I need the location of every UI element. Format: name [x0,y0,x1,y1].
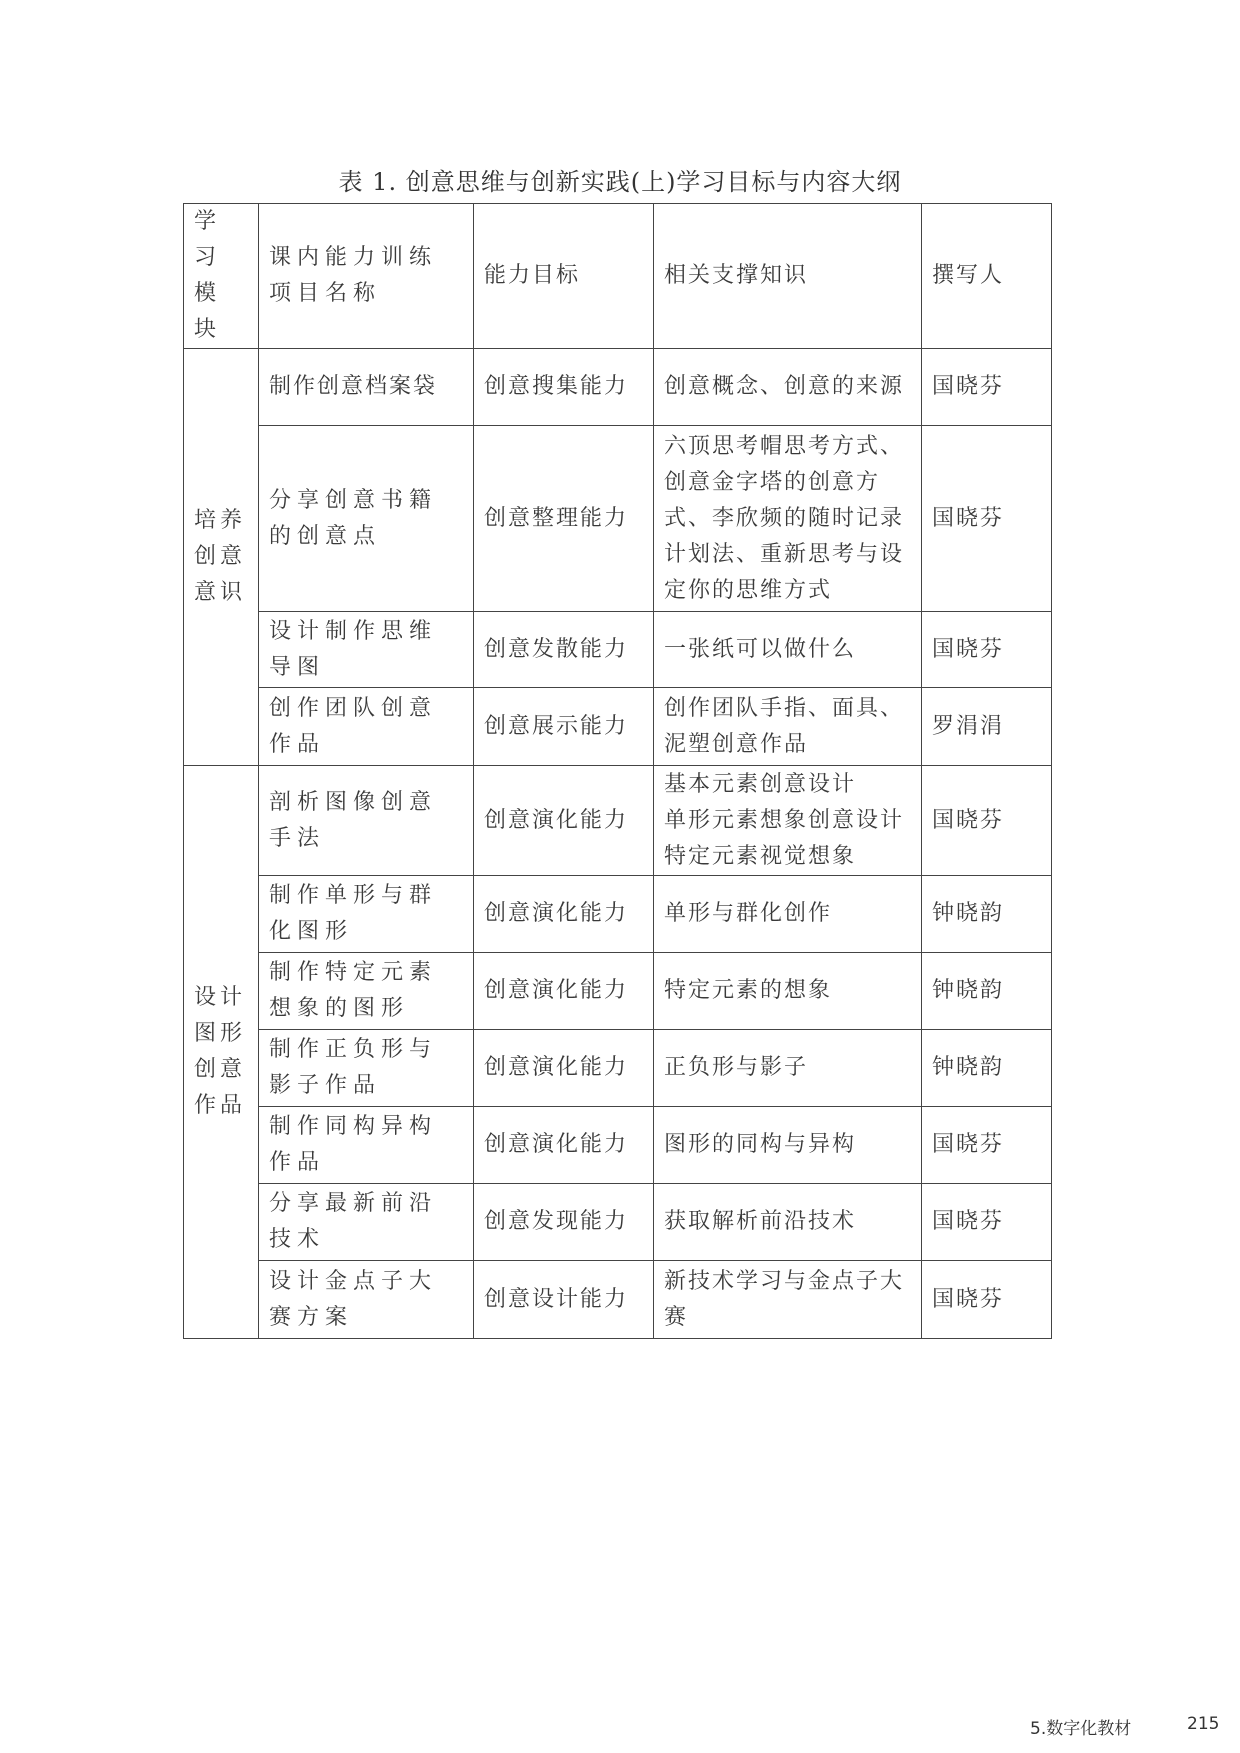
author-cell: 钟晓韵 [922,876,1052,953]
author-cell: 钟晓韵 [922,953,1052,1030]
project-cell: 剖析图像创意手法 [259,766,474,876]
ability-cell: 创意演化能力 [474,953,654,1030]
project-cell: 分享创意书籍的创意点 [259,426,474,612]
project-cell: 制作特定元素想象的图形 [259,953,474,1030]
project-cell: 分享最新前沿技术 [259,1184,474,1261]
header-module: 学习模块 [184,204,259,349]
ability-cell: 创意展示能力 [474,688,654,766]
table-row [184,1261,1052,1339]
knowledge-cell: 一张纸可以做什么 [654,612,922,688]
table-row [184,876,1052,953]
table-row [184,1107,1052,1184]
table-row [184,1030,1052,1107]
course-outline-table [183,203,1052,1339]
knowledge-cell: 创意概念、创意的来源 [654,349,922,426]
ability-cell: 创意演化能力 [474,1030,654,1107]
ability-cell: 创意搜集能力 [474,349,654,426]
header-author: 撰写人 [922,204,1052,349]
table-row [184,349,1052,426]
author-cell: 国晓芬 [922,1107,1052,1184]
project-cell: 制作同构异构作品 [259,1107,474,1184]
ability-cell: 创意演化能力 [474,766,654,876]
table-row [184,426,1052,612]
ability-cell: 创意发散能力 [474,612,654,688]
module-cell: 培养创意意识 [184,349,259,766]
ability-cell: 创意整理能力 [474,426,654,612]
table-row [184,953,1052,1030]
project-cell: 制作创意档案袋 [259,349,474,426]
knowledge-cell: 六顶思考帽思考方式、创意金字塔的创意方式、李欣频的随时记录计划法、重新思考与设定你的思维方式 [654,426,922,612]
project-cell: 创作团队创意作品 [259,688,474,766]
table-row [184,1184,1052,1261]
author-cell: 国晓芬 [922,1184,1052,1261]
knowledge-cell: 图形的同构与异构 [654,1107,922,1184]
author-cell: 国晓芬 [922,766,1052,876]
knowledge-cell: 特定元素的想象 [654,953,922,1030]
author-cell: 国晓芬 [922,1261,1052,1339]
author-cell: 国晓芬 [922,612,1052,688]
header-project: 课内能力训练项目名称 [259,204,474,349]
project-cell: 设计金点子大赛方案 [259,1261,474,1339]
table-header-row [184,204,1052,349]
knowledge-cell: 新技术学习与金点子大赛 [654,1261,922,1339]
ability-cell: 创意演化能力 [474,1107,654,1184]
project-cell: 制作单形与群化图形 [259,876,474,953]
knowledge-cell: 基本元素创意设计 单形元素想象创意设计 特定元素视觉想象 [654,766,922,876]
project-cell: 制作正负形与影子作品 [259,1030,474,1107]
knowledge-cell: 正负形与影子 [654,1030,922,1107]
module-cell: 设计图形创意作品 [184,766,259,1339]
knowledge-cell: 获取解析前沿技术 [654,1184,922,1261]
ability-cell: 创意发现能力 [474,1184,654,1261]
table-row [184,612,1052,688]
author-cell: 罗涓涓 [922,688,1052,766]
ability-cell: 创意演化能力 [474,876,654,953]
knowledge-cell: 创作团队手指、面具、泥塑创意作品 [654,688,922,766]
author-cell: 国晓芬 [922,426,1052,612]
footer-section-title: 5.数字化教材 [1030,1719,1132,1739]
header-ability: 能力目标 [474,204,654,349]
project-cell: 设计制作思维导图 [259,612,474,688]
table-row [184,766,1052,876]
table-caption: 表 1. 创意思维与创新实践(上)学习目标与内容大纲 [338,168,902,196]
ability-cell: 创意设计能力 [474,1261,654,1339]
page-number: 215 [1187,1714,1220,1734]
author-cell: 钟晓韵 [922,1030,1052,1107]
table-row [184,688,1052,766]
author-cell: 国晓芬 [922,349,1052,426]
knowledge-cell: 单形与群化创作 [654,876,922,953]
header-knowledge: 相关支撑知识 [654,204,922,349]
